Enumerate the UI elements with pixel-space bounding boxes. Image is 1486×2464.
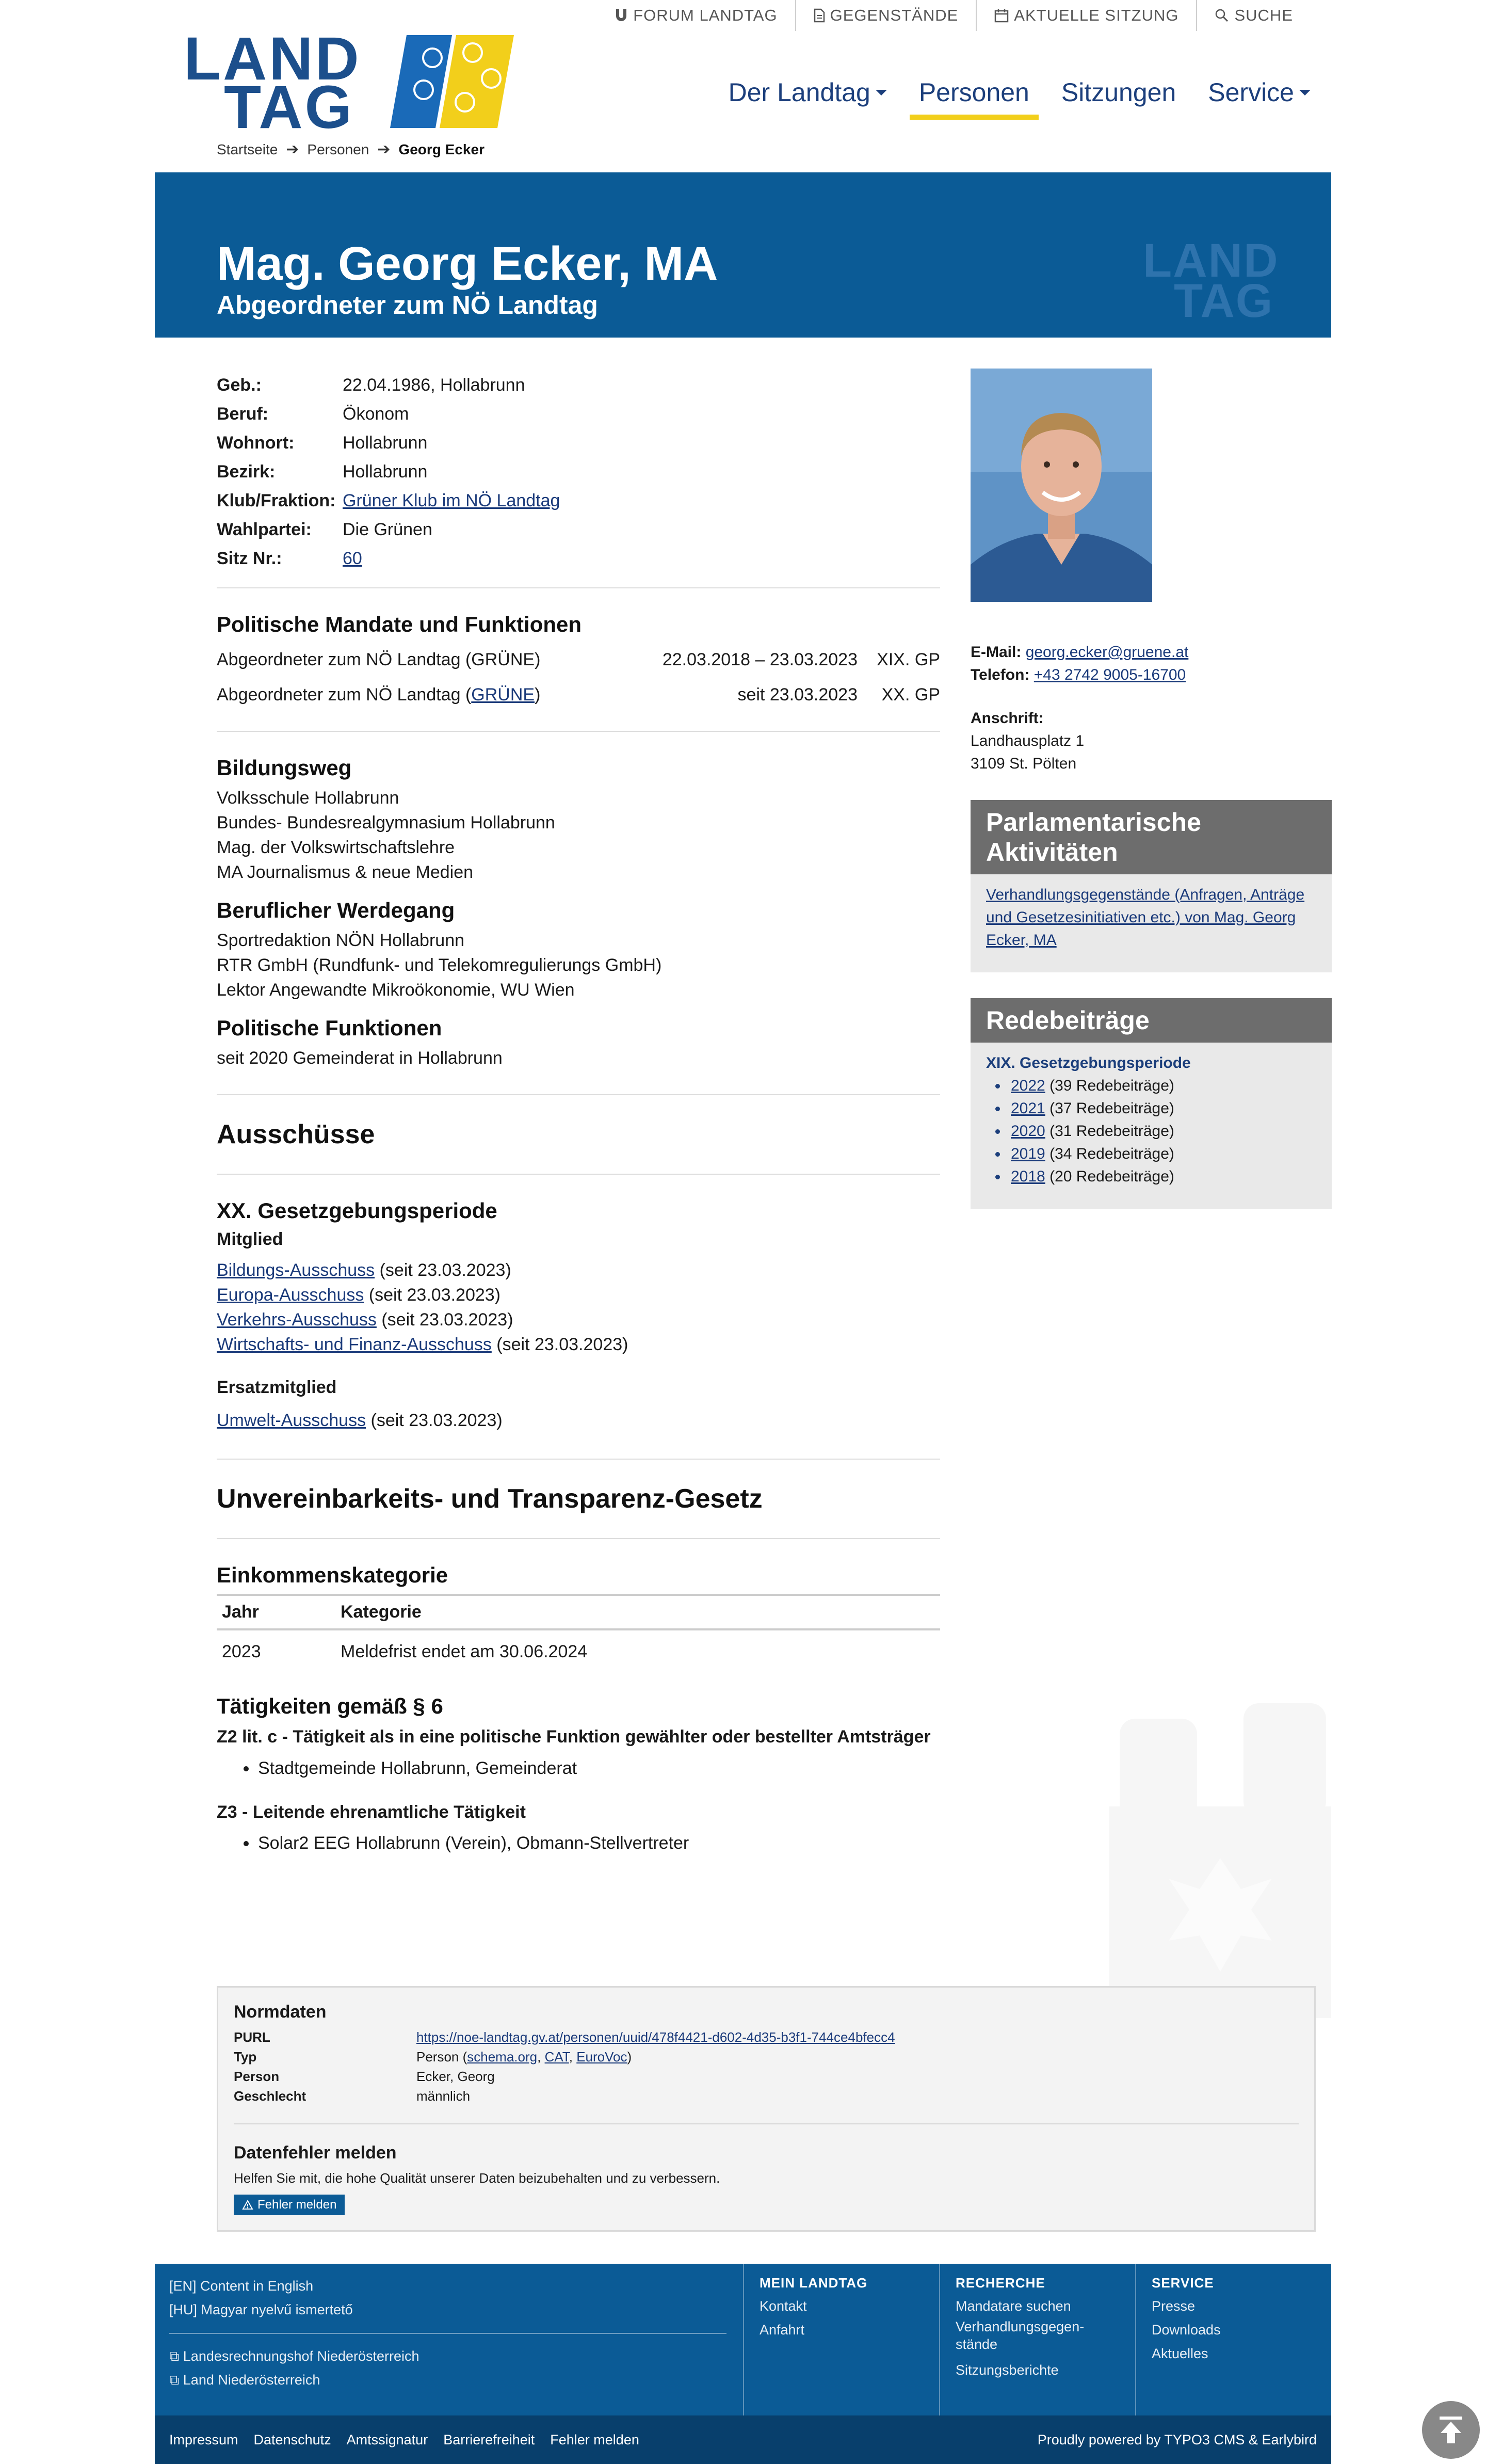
chevron-down-icon — [876, 90, 887, 95]
committee-link[interactable]: Europa-Ausschuss — [217, 1285, 364, 1305]
left-gutter — [0, 0, 155, 2464]
fact-row — [217, 486, 940, 515]
divider — [217, 1094, 940, 1095]
ersatz-label: Ersatzmitglied — [217, 1378, 337, 1397]
sub-footer-link[interactable]: Amtssignatur — [346, 2431, 428, 2447]
search-icon — [1215, 8, 1229, 23]
external-link-icon: ⧉ — [169, 2372, 183, 2388]
mitglied-list — [217, 1258, 940, 1357]
ausschuesse-heading: Ausschüsse — [217, 1119, 375, 1149]
beruf-list — [217, 928, 940, 1002]
email-label: E-Mail: — [971, 644, 1022, 661]
divider — [217, 1538, 940, 1539]
committee-link[interactable]: Verkehrs-Ausschuss — [217, 1310, 377, 1330]
ausschuesse-period: XX. Gesetzgebungsperiode — [217, 1198, 497, 1223]
rede-count: (37 Redebeiträge) — [1045, 1100, 1174, 1117]
beruf-heading: Beruflicher Werdegang — [217, 898, 455, 922]
party-link[interactable]: GRÜNE — [471, 684, 535, 705]
sub-footer-link[interactable]: Datenschutz — [253, 2431, 331, 2447]
person-facts — [217, 371, 940, 573]
col-kategorie: Kategorie — [335, 1595, 940, 1629]
fact-label: Beruf: — [217, 404, 269, 424]
list-item: Bundes- Bundesrealgymnasium Hollabrunn — [217, 813, 555, 833]
sub-footer-link[interactable]: Impressum — [169, 2431, 238, 2447]
normdaten-row: Typ Person (schema.org, CAT, EuroVoc) — [234, 2049, 632, 2065]
rede-year-link[interactable]: 2022 — [1011, 1077, 1045, 1094]
list-item: Volksschule Hollabrunn — [217, 788, 399, 808]
table-header — [217, 1595, 940, 1629]
committee-item — [217, 1332, 940, 1357]
col-jahr: Jahr — [217, 1595, 335, 1629]
fact-label: Sitz Nr.: — [217, 548, 282, 568]
normdaten-heading: Normdaten — [234, 2002, 327, 2022]
rede-year-link[interactable]: 2019 — [1011, 1145, 1045, 1162]
z2-heading: Z2 lit. c - Tätigkeit als in eine politische Funktion gewählter oder bestellter Amtsträger — [217, 1727, 931, 1747]
fact-row — [217, 515, 940, 544]
table-row — [217, 1629, 940, 1673]
fact-label: Klub/Fraktion: — [217, 490, 336, 510]
fact-row — [217, 544, 940, 573]
footer-link-rechnungshof[interactable]: ⧉ Landesrechnungshof Niederösterreich — [169, 2348, 419, 2364]
ersatz-list — [217, 1408, 940, 1433]
forum-label: FORUM LANDTAG — [633, 6, 778, 24]
footer-link[interactable]: Sitzungsberichte — [956, 2362, 1059, 2378]
footer-link[interactable]: Downloads — [1152, 2322, 1221, 2338]
normdaten-row: Person Ecker, Georg — [234, 2068, 495, 2084]
landtag-logo[interactable] — [184, 32, 514, 130]
page-subtitle: Abgeordneter zum NÖ Landtag — [217, 291, 598, 319]
footer-language-links — [169, 2274, 726, 2392]
footer-link[interactable]: Aktuelles — [1152, 2346, 1208, 2361]
fact-label: Wahlpartei: — [217, 519, 312, 539]
committee-link[interactable]: Bildungs-Ausschuss — [217, 1260, 375, 1280]
arrow-right-icon: ➔ — [286, 141, 299, 158]
committee-item — [217, 1307, 940, 1332]
page-title: Mag. Georg Ecker, MA — [217, 237, 718, 290]
phone-label: Telefon: — [971, 666, 1030, 683]
committee-since: (seit 23.03.2023) — [366, 1411, 503, 1430]
footer-link[interactable]: Anfahrt — [760, 2322, 805, 2338]
committee-link[interactable]: Umwelt-Ausschuss — [217, 1411, 366, 1430]
nav-sitzungen[interactable]: Sitzungen — [1061, 78, 1176, 107]
fact-link[interactable]: 60 — [343, 548, 362, 568]
divider — [217, 587, 940, 588]
address-line: 3109 St. Pölten — [971, 755, 1077, 772]
chevron-down-icon — [1299, 90, 1311, 95]
aktivitaeten-heading: Parlamentarische Aktivitäten — [971, 800, 1332, 874]
mitglied-label: Mitglied — [217, 1229, 283, 1249]
contact-block — [971, 641, 1332, 775]
phone-link[interactable]: +43 2742 9005-16700 — [1033, 666, 1186, 683]
warning-icon — [242, 2200, 253, 2210]
committee-since: (seit 23.03.2023) — [375, 1260, 511, 1280]
portrait-photo — [971, 369, 1152, 602]
svg-text:TAG: TAG — [1174, 275, 1274, 322]
taetig-heading: Tätigkeiten gemäß § 6 — [217, 1694, 443, 1718]
calendar-icon — [994, 8, 1009, 23]
divider — [217, 1174, 940, 1175]
utility-bar — [597, 0, 1311, 31]
sub-footer-link[interactable]: Fehler melden — [550, 2431, 639, 2447]
forum-icon — [615, 8, 628, 23]
redebeitraege-box — [971, 998, 1332, 1209]
rede-year-link[interactable]: 2020 — [1011, 1123, 1045, 1140]
z2-list — [217, 1756, 940, 1781]
list-item: Mag. der Volkswirtschaftslehre — [217, 838, 455, 857]
mandate-row: Abgeordneter zum NÖ Landtag (GRÜNE) seit 23.03.2023 XX. GP — [217, 684, 940, 705]
divider — [217, 731, 940, 732]
nav-service[interactable]: Service — [1208, 77, 1311, 117]
powered-by: Proudly powered by TYPO3 CMS & Earlybird — [1037, 2431, 1317, 2447]
footer-col-service: SERVICE Presse Downloads Aktuelles — [1135, 2264, 1331, 2415]
list-item: seit 2020 Gemeinderat in Hollabrunn — [217, 1048, 503, 1068]
polfunk-list — [217, 1046, 940, 1070]
fact-value: Hollabrunn — [343, 461, 428, 482]
datenfehler-heading: Datenfehler melden — [234, 2143, 397, 2163]
rede-item — [986, 1120, 1316, 1143]
fact-label: Wohnort: — [217, 433, 295, 453]
footer-link[interactable]: Verhandlungsgegen-stände — [956, 2319, 1085, 2352]
breadcrumb-current: Georg Ecker — [398, 141, 484, 157]
gegenstaende-label: GEGENSTÄNDE — [830, 6, 959, 24]
rede-item — [986, 1165, 1316, 1188]
mandate-heading: Politische Mandate und Funktionen — [217, 612, 582, 636]
breadcrumb — [217, 140, 484, 158]
aktivitaeten-box — [971, 800, 1332, 972]
nav-der-landtag[interactable]: Der Landtag — [729, 77, 887, 117]
rede-list — [986, 1075, 1316, 1188]
arrow-right-icon: ➔ — [377, 141, 391, 158]
fact-value: Hollabrunn — [343, 433, 428, 453]
rede-year-link[interactable]: 2021 — [1011, 1100, 1045, 1117]
footer-link-hu[interactable]: [HU] Magyar nyelvű ismertető — [169, 2302, 353, 2317]
fehler-melden-button[interactable]: Fehler melden — [234, 2195, 345, 2215]
footer-link[interactable]: Kontakt — [760, 2298, 807, 2314]
z3-heading: Z3 - Leitende ehrenamtliche Tätigkeit — [217, 1802, 526, 1822]
fact-row — [217, 371, 940, 399]
einkommen-heading: Einkommenskategorie — [217, 1563, 448, 1587]
page-banner — [155, 172, 1331, 338]
fact-row — [217, 428, 940, 457]
fact-label: Bezirk: — [217, 461, 276, 482]
breadcrumb-personen[interactable]: Personen — [307, 141, 369, 157]
external-link-icon: ⧉ — [169, 2348, 183, 2364]
fact-value: Die Grünen — [343, 519, 432, 539]
redebeitraege-heading: Redebeiträge — [971, 998, 1332, 1043]
fact-value: 22.04.1986, Hollabrunn — [343, 375, 525, 395]
document-icon — [814, 8, 825, 23]
committee-since: (seit 23.03.2023) — [364, 1285, 500, 1305]
rede-count: (20 Redebeiträge) — [1045, 1168, 1174, 1185]
landtag-watermark — [1143, 239, 1318, 322]
cell-jahr: 2023 — [222, 1642, 261, 1661]
footer-link[interactable]: Mandatare suchen — [956, 2298, 1071, 2314]
committee-link[interactable]: Wirtschafts- und Finanz-Ausschuss — [217, 1335, 492, 1354]
svg-text:LAND: LAND — [1143, 239, 1279, 287]
purl-link[interactable]: https://noe-landtag.gv.at/personen/uuid/478f4421-d602-4d35-b3f1-744ce4bfecc4 — [416, 2029, 895, 2045]
footer — [155, 2264, 1331, 2415]
scroll-to-top-button[interactable] — [1422, 2401, 1480, 2459]
list-item: Sportredaktion NÖN Hollabrunn — [217, 931, 465, 950]
breadcrumb-home[interactable]: Startseite — [217, 141, 278, 157]
footer-link-en[interactable]: [EN] Content in English — [169, 2278, 314, 2294]
suche-label: SUCHE — [1234, 6, 1293, 24]
list-item: Lektor Angewandte Mikroökonomie, WU Wien — [217, 980, 575, 1000]
fact-row — [217, 399, 940, 428]
footer-col-recherche: RECHERCHE Mandatare suchen Verhandlungsgegen-stände Sitzungsberichte — [939, 2264, 1135, 2415]
transparenz-heading: Unvereinbarkeits- und Transparenz-Gesetz — [217, 1484, 763, 1514]
email-link[interactable]: georg.ecker@gruene.at — [1025, 644, 1189, 661]
polfunk-heading: Politische Funktionen — [217, 1016, 442, 1040]
einkommen-table — [217, 1594, 940, 1673]
rede-count: (31 Redebeiträge) — [1045, 1123, 1174, 1140]
right-gutter — [1331, 0, 1486, 2464]
rede-item — [986, 1143, 1316, 1165]
z3-list — [217, 1831, 940, 1855]
verhandlungsgegenstaende-link[interactable]: Verhandlungsgegenstände (Anfragen, Anträge und Gesetzesinitiativen etc.) von Mag. Georg Ecker, MA — [986, 886, 1305, 949]
suche-link[interactable] — [1196, 0, 1311, 31]
main-content — [217, 371, 940, 1855]
rede-count: (39 Redebeiträge) — [1045, 1077, 1174, 1094]
rede-period: XIX. Gesetzgebungsperiode — [986, 1054, 1191, 1071]
mandate-list — [217, 642, 940, 712]
cell-kategorie: Meldefrist endet am 30.06.2024 — [341, 1642, 588, 1661]
forum-link[interactable] — [597, 0, 795, 31]
fact-link[interactable]: Grüner Klub im NÖ Landtag — [343, 490, 560, 510]
fact-value: Ökonom — [343, 404, 409, 424]
aktuelle-sitzung-label: AKTUELLE SITZUNG — [1014, 6, 1179, 24]
normdaten-box — [217, 1986, 1316, 2232]
sidebar — [971, 369, 1332, 1209]
committee-since: (seit 23.03.2023) — [491, 1335, 628, 1354]
footer-col-mein-landtag: MEIN LANDTAG Kontakt Anfahrt — [743, 2264, 939, 2415]
footer-link-land-noe[interactable]: ⧉ Land Niederösterreich — [169, 2372, 320, 2388]
datenfehler-text: Helfen Sie mit, die hohe Qualität unserer Daten beizubehalten und zu verbessern. — [234, 2170, 720, 2186]
list-item: Stadtgemeinde Hollabrunn, Gemeinderat — [217, 1756, 940, 1781]
cat-link[interactable]: CAT — [544, 2049, 569, 2065]
rede-count: (34 Redebeiträge) — [1045, 1145, 1174, 1162]
list-item: RTR GmbH (Rundfunk- und Telekomregulierungs GmbH) — [217, 955, 662, 975]
svg-text:LAND: LAND — [184, 32, 361, 93]
aktuelle-sitzung-link[interactable] — [976, 0, 1196, 31]
divider — [217, 1459, 940, 1460]
rede-year-link[interactable]: 2018 — [1011, 1168, 1045, 1185]
sub-footer — [155, 2415, 1331, 2464]
page — [155, 0, 1331, 2464]
eurovoc-link[interactable]: EuroVoc — [576, 2049, 627, 2065]
normdaten-row: Geschlecht männlich — [234, 2088, 471, 2104]
normdaten-row: PURL https://noe-landtag.gv.at/personen/uuid/478f4421-d602-4d35-b3f1-744ce4bfecc4 — [234, 2029, 895, 2045]
committee-item — [217, 1408, 940, 1433]
crest-watermark — [1109, 1688, 1331, 2018]
main-navigation — [697, 77, 1311, 117]
footer-link[interactable]: Presse — [1152, 2298, 1196, 2314]
schema-org-link[interactable]: schema.org — [467, 2049, 538, 2065]
address-line: Landhausplatz 1 — [971, 732, 1085, 749]
list-item: MA Journalismus & neue Medien — [217, 862, 474, 882]
fact-row — [217, 457, 940, 486]
svg-text:TAG: TAG — [224, 73, 354, 130]
rede-item — [986, 1075, 1316, 1097]
committee-since: (seit 23.03.2023) — [376, 1310, 513, 1330]
divider — [234, 2123, 1299, 2124]
arrow-up-icon — [1436, 2414, 1465, 2445]
address-label: Anschrift: — [971, 710, 1044, 727]
mandate-row: Abgeordneter zum NÖ Landtag (GRÜNE) 22.03.2018 – 23.03.2023 XIX. GP — [217, 649, 940, 669]
sub-footer-link[interactable]: Barrierefreiheit — [443, 2431, 535, 2447]
list-item: Solar2 EEG Hollabrunn (Verein), Obmann-Stellvertreter — [217, 1831, 940, 1855]
divider — [169, 2333, 726, 2334]
bildung-list — [217, 786, 940, 885]
fact-label: Geb.: — [217, 375, 262, 395]
rede-item — [986, 1097, 1316, 1120]
bildung-heading: Bildungsweg — [217, 756, 352, 780]
committee-item — [217, 1283, 940, 1307]
gegenstaende-link[interactable] — [795, 0, 976, 31]
committee-item — [217, 1258, 940, 1283]
nav-personen[interactable]: Personen — [919, 77, 1029, 117]
